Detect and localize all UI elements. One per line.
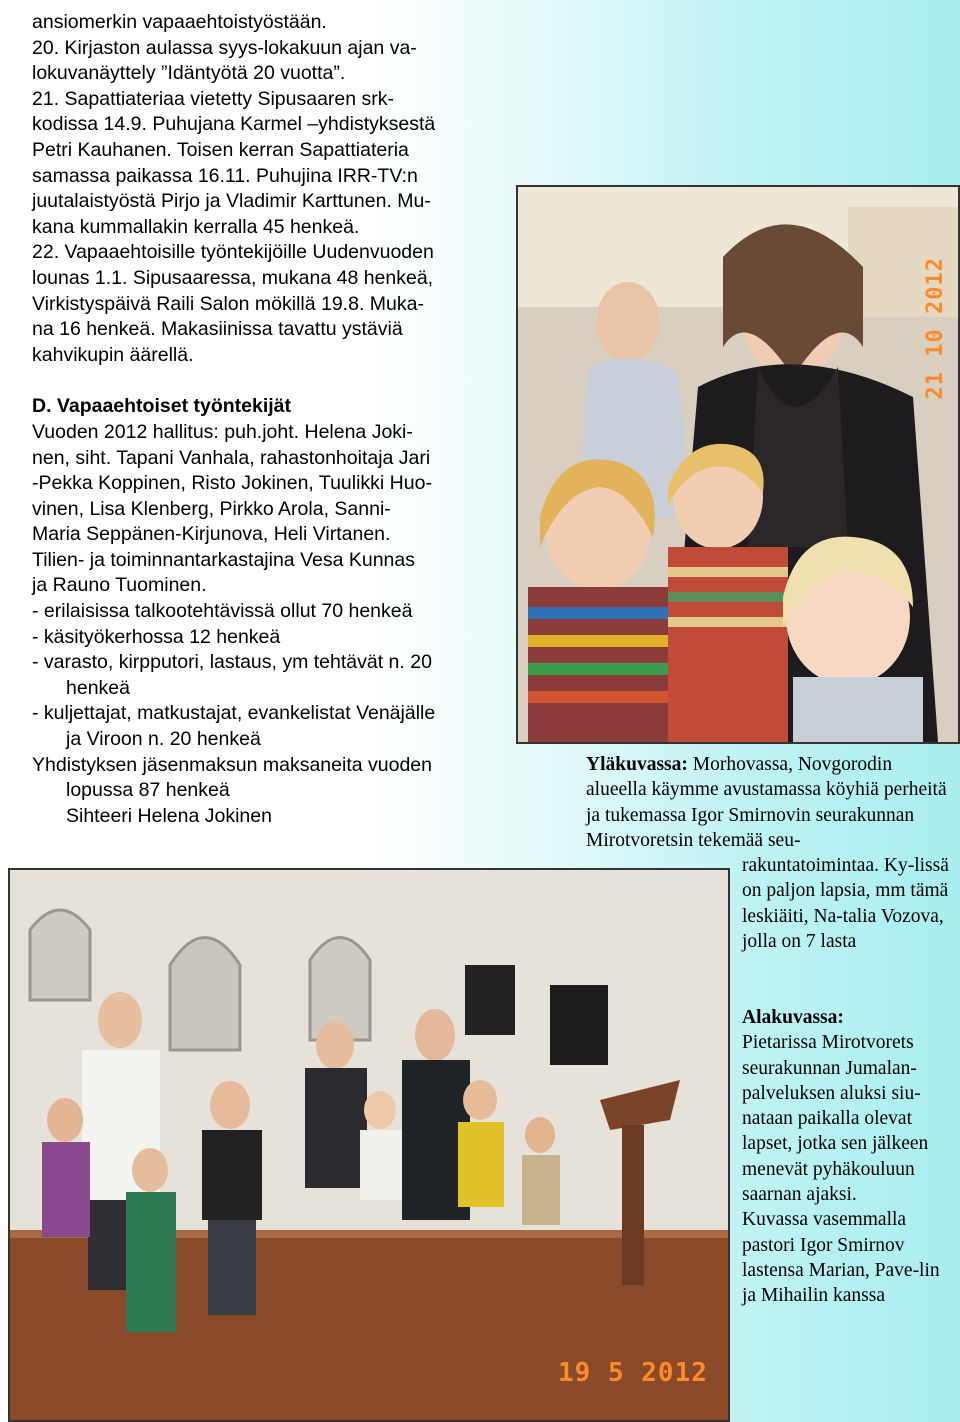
- caption-text: Pietarissa Mirotvorets seurakunnan Jumalan-palveluksen aluksi siu-nataan paikalla olevat lapset, jotka sen jälkeen menevät pyhäkouluun saarnan ajaksi.: [742, 1032, 929, 1206]
- text-line: lopussa 87 henkeä: [66, 779, 230, 802]
- text-line: ansiomerkin vapaaehtoistyöstään.: [32, 11, 327, 33]
- text-line: 20. Kirjaston aulassa syys-lokakuun ajan va-: [32, 36, 417, 59]
- date-stamp: 21 10 2012: [923, 257, 948, 400]
- caption-label: Alakuvassa:: [742, 1007, 844, 1028]
- text-line: Yhdistyksen jäsenmaksun maksaneita vuoden: [32, 753, 432, 776]
- photo-church-service: [8, 868, 730, 1422]
- caption-top: [586, 752, 951, 853]
- photo-church-illustration: [10, 870, 728, 1420]
- main-text-column: [32, 10, 507, 829]
- text-line: - kuljettajat, matkustajat, evankelistat Venäjälle: [32, 702, 436, 725]
- caption-label: Yläkuvassa:: [586, 754, 688, 775]
- caption-top-continued: rakuntatoimintaa. Ky-lissä on paljon lapsia, mm tämä leskiäiti, Na-talia Vozova, jolla on 7 lasta: [742, 855, 949, 952]
- text-line: kodissa 14.9. Puhujana Karmel –yhdistyksestä: [32, 113, 436, 136]
- text-line: nen, siht. Tapani Vanhala, rahastonhoitaja Jari: [32, 446, 431, 469]
- text-line: Tilien- ja toiminnantarkastajina Vesa Kunnas: [32, 548, 415, 571]
- text-line: na 16 henkeä. Makasiinissa tavattu ystäviä: [32, 318, 403, 341]
- signature: Sihteeri Helena Jokinen: [66, 804, 272, 827]
- text-line: lounas 1.1. Sipusaaressa, mukana 48 henkeä,: [32, 266, 434, 289]
- text-line: - käsityökerhossa 12 henkeä: [32, 625, 281, 648]
- text-line: lokuvanäyttely ”Idäntyötä 20 vuotta”.: [32, 62, 346, 85]
- text-line: Petri Kauhanen. Toisen kerran Sapattiateria: [32, 138, 409, 161]
- text-line: samassa paikassa 16.11. Puhujina IRR-TV:n: [32, 164, 418, 187]
- text-line: ja Viroon n. 20 henkeä: [66, 728, 261, 751]
- caption-text: Kuvassa vasemmalla pastori Igor Smirnov lastensa Marian, Pave-lin ja Mihailin kanssa: [742, 1209, 940, 1307]
- text-line: kana kummallakin kerralla 45 henkeä.: [32, 215, 360, 238]
- text-line: 22. Vapaaehtoisille työntekijöille Uudenvuoden: [32, 241, 434, 264]
- text-line: - varasto, kirpputori, lastaus, ym tehtävät n. 20: [32, 651, 432, 674]
- date-stamp: 19 5 2012: [558, 1358, 708, 1388]
- section-heading: D. Vapaaehtoiset työntekijät: [32, 395, 291, 418]
- text-line: kahvikupin äärellä.: [32, 343, 194, 366]
- text-line: henkeä: [66, 676, 130, 699]
- text-line: juutalaistyöstä Pirjo ja Vladimir Karttunen. Mu-: [32, 190, 431, 213]
- photo-family-illustration: [518, 187, 958, 742]
- caption-text: Morhovassa, Novgorodin alueella käymme avustamassa köyhiä perheitä ja tukemassa Igor Smirnovin seurakunnan Mirotvoretsin tekemää seu-: [586, 754, 947, 851]
- text-line: - erilaisissa talkootehtävissä ollut 70 henkeä: [32, 600, 413, 623]
- text-line: Virkistyspäivä Raili Salon mökillä 19.8. Muka-: [32, 292, 424, 315]
- text-line: vinen, Lisa Klenberg, Pirkko Arola, Sanni-: [32, 497, 391, 520]
- text-line: ja Rauno Tuominen.: [32, 574, 207, 597]
- text-line: -Pekka Koppinen, Risto Jokinen, Tuulikki Huo-: [32, 472, 432, 495]
- text-line: 21. Sapattiateriaa vietetty Sipusaaren srk-: [32, 87, 395, 110]
- text-line: Vuoden 2012 hallitus: puh.joht. Helena Joki-: [32, 420, 413, 443]
- caption-bottom: [742, 1005, 956, 1309]
- text-line: Maria Seppänen-Kirjunova, Heli Virtanen.: [32, 523, 391, 546]
- photo-family: [516, 185, 960, 744]
